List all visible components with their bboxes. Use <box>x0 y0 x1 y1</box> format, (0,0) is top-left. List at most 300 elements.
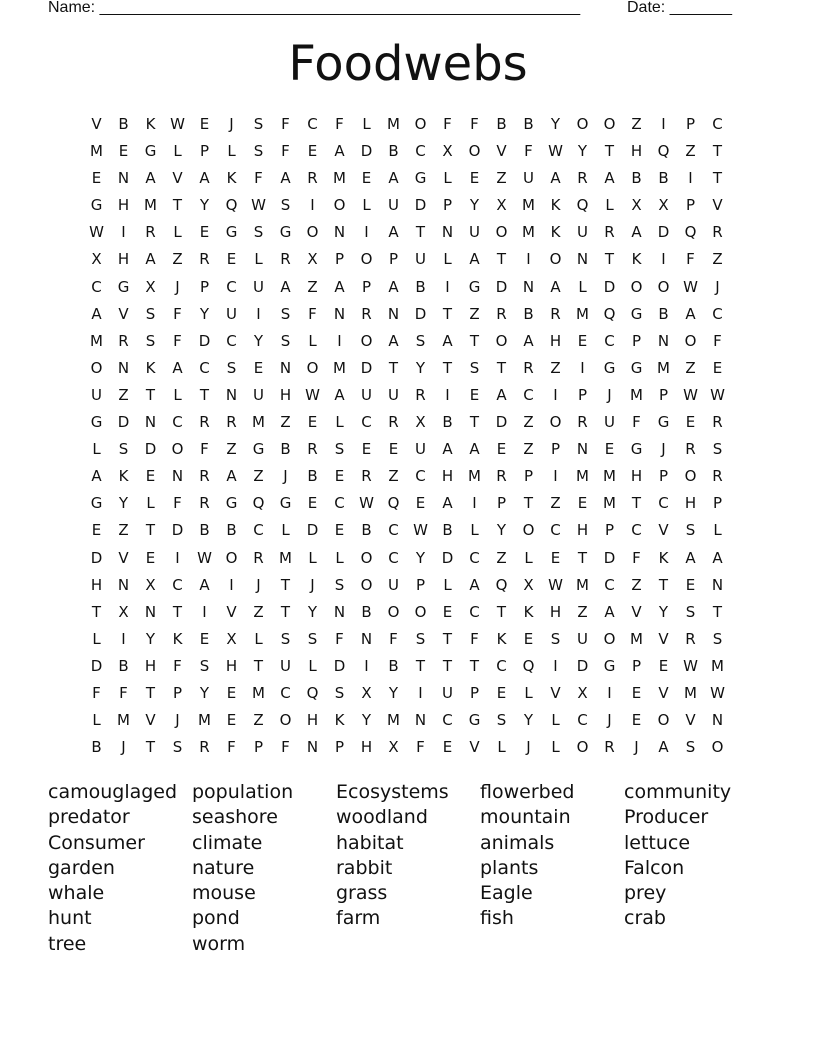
grid-letter: T <box>712 602 723 621</box>
word-bank-item: Consumer <box>48 831 145 854</box>
grid-letter: T <box>199 385 210 404</box>
grid-letter: S <box>199 656 210 675</box>
grid-letter: K <box>172 629 183 648</box>
grid-letter: V <box>118 304 129 323</box>
grid-letter: T <box>496 250 507 269</box>
grid-letter: U <box>253 385 264 404</box>
grid-letter: O <box>279 711 292 730</box>
grid-letter: P <box>199 142 210 161</box>
grid-letter: N <box>144 602 157 621</box>
grid-letter: M <box>333 358 346 377</box>
grid-letter: A <box>334 385 345 404</box>
grid-letter: J <box>526 738 531 757</box>
grid-letter: T <box>145 683 156 702</box>
grid-letter: Y <box>253 331 264 350</box>
grid-letter: L <box>362 196 371 215</box>
word-bank-item: predator <box>48 806 130 829</box>
grid-letter: G <box>90 413 103 432</box>
grid-letter: M <box>387 711 400 730</box>
grid-letter: R <box>604 738 615 757</box>
grid-letter: A <box>496 385 507 404</box>
grid-letter: B <box>442 413 453 432</box>
grid-letter: O <box>360 331 373 350</box>
grid-letter: K <box>496 629 507 648</box>
grid-letter: T <box>91 602 102 621</box>
grid-letter: N <box>441 223 454 242</box>
grid-letter: R <box>388 413 399 432</box>
grid-letter: A <box>685 304 696 323</box>
grid-letter: C <box>91 277 102 296</box>
grid-letter: Y <box>199 683 210 702</box>
grid-letter: K <box>658 548 669 567</box>
word-bank <box>48 780 768 957</box>
grid-letter: V <box>496 142 507 161</box>
grid-letter: C <box>361 413 372 432</box>
grid-letter: R <box>307 169 318 188</box>
grid-letter: D <box>603 548 616 567</box>
word-bank-item: rabbit <box>336 856 393 879</box>
grid-letter: T <box>280 602 291 621</box>
word-bank-item: seashore <box>192 806 278 829</box>
grid-letter: N <box>657 331 670 350</box>
grid-letter: M <box>603 494 616 513</box>
grid-letter: N <box>333 223 346 242</box>
grid-letter: T <box>172 196 183 215</box>
grid-letter: B <box>415 277 426 296</box>
grid-letter: O <box>576 738 589 757</box>
grid-letter: L <box>308 331 317 350</box>
grid-letter: O <box>225 548 238 567</box>
grid-letter: P <box>253 738 264 757</box>
grid-letter: Z <box>712 250 723 269</box>
grid-letter: O <box>306 223 319 242</box>
grid-letter: G <box>630 358 643 377</box>
grid-letter: F <box>524 142 533 161</box>
grid-letter: T <box>280 575 291 594</box>
grid-letter: E <box>253 358 264 377</box>
grid-letter: E <box>334 467 345 486</box>
grid-letter: E <box>577 494 588 513</box>
grid-letter: K <box>550 223 561 242</box>
grid-letter: H <box>306 711 319 730</box>
grid-letter: C <box>631 521 642 540</box>
grid-letter: N <box>576 250 589 269</box>
grid-letter: Z <box>685 142 696 161</box>
grid-letter: U <box>91 385 102 404</box>
grid-letter: E <box>226 711 237 730</box>
grid-letter: A <box>199 575 210 594</box>
grid-letter: M <box>711 656 724 675</box>
grid-letter: T <box>415 656 426 675</box>
grid-letter: L <box>92 629 101 648</box>
grid-letter: E <box>199 223 210 242</box>
grid-letter: L <box>173 223 182 242</box>
grid-letter: E <box>469 385 480 404</box>
grid-letter: K <box>550 196 561 215</box>
grid-letter: T <box>577 548 588 567</box>
grid-letter: Z <box>631 115 642 133</box>
grid-letter: U <box>415 440 426 459</box>
grid-letter: M <box>684 683 697 702</box>
grid-letter: Y <box>658 602 669 621</box>
grid-letter: S <box>334 575 345 594</box>
grid-letter: O <box>657 711 670 730</box>
grid-letter: O <box>468 142 481 161</box>
grid-letter: G <box>603 358 616 377</box>
grid-letter: Y <box>388 683 399 702</box>
grid-letter: W <box>251 196 266 215</box>
grid-letter: N <box>414 711 427 730</box>
grid-letter: L <box>470 521 479 540</box>
grid-letter: B <box>658 169 669 188</box>
grid-letter: U <box>226 304 237 323</box>
grid-letter: F <box>281 115 290 133</box>
grid-letter: C <box>199 358 210 377</box>
grid-letter: E <box>361 169 372 188</box>
grid-letter: H <box>684 494 697 513</box>
grid-letter: M <box>630 629 643 648</box>
grid-letter: V <box>658 683 669 702</box>
grid-letter: C <box>172 575 183 594</box>
grid-letter: Y <box>577 142 588 161</box>
grid-letter: E <box>685 575 696 594</box>
grid-letter: J <box>607 711 612 730</box>
grid-letter: A <box>91 304 102 323</box>
word-bank-item: worm <box>192 932 246 955</box>
grid-letter: P <box>496 494 507 513</box>
grid-letter: E <box>577 331 588 350</box>
grid-letter: A <box>226 467 237 486</box>
grid-letter: Z <box>631 575 642 594</box>
grid-letter: E <box>91 169 102 188</box>
grid-letter: Q <box>252 494 265 513</box>
grid-letter: G <box>225 494 238 513</box>
grid-letter: G <box>468 277 481 296</box>
grid-letter: A <box>550 169 561 188</box>
grid-letter: W <box>710 385 725 404</box>
page-title: Foodwebs <box>288 36 528 92</box>
grid-letter: I <box>121 223 126 242</box>
grid-letter: E <box>388 440 399 459</box>
grid-letter: F <box>713 331 722 350</box>
grid-letter: Z <box>523 413 534 432</box>
grid-letter: X <box>658 196 669 215</box>
grid-letter: X <box>226 629 237 648</box>
grid-letter: O <box>630 277 643 296</box>
grid-letter: R <box>712 223 723 242</box>
grid-letter: W <box>359 494 374 513</box>
word-bank-item: nature <box>192 856 255 879</box>
grid-letter: K <box>523 602 534 621</box>
grid-letter: P <box>361 277 372 296</box>
grid-letter: Q <box>306 683 319 702</box>
grid-letter: I <box>256 304 261 323</box>
grid-letter: O <box>684 467 697 486</box>
grid-letter: V <box>631 602 642 621</box>
grid-letter: U <box>577 629 588 648</box>
grid-letter: B <box>442 521 453 540</box>
word-bank-item: climate <box>192 831 263 854</box>
grid-letter: E <box>685 413 696 432</box>
grid-letter: A <box>604 169 615 188</box>
grid-letter: W <box>683 385 698 404</box>
grid-letter: R <box>550 304 561 323</box>
grid-letter: S <box>415 331 426 350</box>
grid-letter: H <box>117 196 130 215</box>
grid-letter: J <box>634 738 639 757</box>
grid-letter: C <box>469 548 480 567</box>
grid-letter: U <box>253 277 264 296</box>
grid-letter: G <box>90 196 103 215</box>
grid-letter: E <box>523 629 534 648</box>
grid-letter: M <box>387 115 400 133</box>
grid-letter: M <box>90 331 103 350</box>
grid-letter: P <box>685 115 696 133</box>
grid-letter: T <box>415 223 426 242</box>
grid-letter: E <box>199 115 210 133</box>
grid-letter: Y <box>469 196 480 215</box>
grid-letter: H <box>144 656 157 675</box>
grid-letter: Q <box>495 575 508 594</box>
grid-letter: R <box>253 548 264 567</box>
grid-letter: I <box>661 115 666 133</box>
grid-letter: T <box>253 656 264 675</box>
grid-letter: D <box>90 548 103 567</box>
grid-letter: A <box>523 331 534 350</box>
grid-letter: F <box>119 683 128 702</box>
grid-letter: X <box>307 250 318 269</box>
grid-letter: Z <box>388 467 399 486</box>
grid-letter: E <box>199 629 210 648</box>
grid-letter: H <box>90 575 103 594</box>
grid-letter: F <box>632 548 641 567</box>
grid-letter: W <box>683 656 698 675</box>
grid-letter: M <box>333 169 346 188</box>
grid-letter: V <box>658 521 669 540</box>
grid-letter: H <box>225 656 238 675</box>
grid-letter: I <box>121 629 126 648</box>
grid-letter: D <box>306 521 319 540</box>
grid-letter: N <box>117 169 130 188</box>
grid-letter: R <box>577 413 588 432</box>
grid-letter: Y <box>145 629 156 648</box>
grid-letter: C <box>253 521 264 540</box>
grid-letter: P <box>523 467 534 486</box>
grid-letter: F <box>227 738 236 757</box>
grid-letter: A <box>388 223 399 242</box>
grid-letter: T <box>496 602 507 621</box>
grid-letter: N <box>387 304 400 323</box>
grid-letter: O <box>549 250 562 269</box>
word-bank-item: garden <box>48 856 115 879</box>
grid-letter: C <box>496 656 507 675</box>
grid-letter: L <box>713 521 722 540</box>
grid-letter: V <box>91 115 102 133</box>
grid-letter: B <box>361 602 372 621</box>
grid-letter: R <box>145 223 156 242</box>
grid-letter: J <box>607 385 612 404</box>
grid-letter: E <box>496 683 507 702</box>
grid-letter: A <box>469 440 480 459</box>
grid-letter: W <box>170 115 185 133</box>
grid-letter: P <box>631 656 642 675</box>
grid-letter: J <box>175 711 180 730</box>
grid-letter: I <box>580 358 585 377</box>
grid-letter: S <box>280 331 291 350</box>
word-bank-item: flowerbed <box>480 781 575 803</box>
grid-letter: T <box>469 656 480 675</box>
grid-letter: J <box>310 575 315 594</box>
grid-letter: M <box>576 304 589 323</box>
grid-letter: I <box>688 169 693 188</box>
grid-letter: A <box>199 169 210 188</box>
grid-letter: A <box>145 169 156 188</box>
grid-letter: R <box>226 413 237 432</box>
grid-letter: Y <box>523 711 534 730</box>
grid-letter: Z <box>496 548 507 567</box>
grid-letter: L <box>335 548 344 567</box>
grid-letter: T <box>442 656 453 675</box>
grid-letter: R <box>118 331 129 350</box>
grid-letter: B <box>523 115 534 133</box>
grid-letter: D <box>495 413 508 432</box>
word-bank-item: population <box>192 781 294 803</box>
grid-letter: G <box>279 223 292 242</box>
grid-letter: M <box>603 467 616 486</box>
grid-letter: H <box>549 602 562 621</box>
grid-letter: D <box>144 440 157 459</box>
grid-letter: S <box>280 196 291 215</box>
grid-letter: L <box>443 575 452 594</box>
grid-letter: V <box>658 629 669 648</box>
grid-letter: F <box>200 440 209 459</box>
grid-letter: A <box>442 494 453 513</box>
grid-letter: O <box>684 331 697 350</box>
grid-letter: Q <box>576 196 589 215</box>
grid-letter: B <box>118 115 129 133</box>
grid-letter: L <box>254 250 263 269</box>
grid-letter: X <box>91 250 102 269</box>
grid-letter: V <box>172 169 183 188</box>
name-field-label: Name: ______________________________________________________ <box>48 0 581 16</box>
grid-letter: M <box>468 467 481 486</box>
grid-letter: Y <box>550 115 561 133</box>
grid-letter: M <box>144 196 157 215</box>
grid-letter: B <box>496 115 507 133</box>
grid-letter: J <box>283 467 288 486</box>
grid-letter: I <box>229 575 234 594</box>
word-bank-item: mountain <box>480 806 571 829</box>
grid-letter: E <box>334 521 345 540</box>
grid-letter: S <box>280 304 291 323</box>
grid-letter: O <box>414 602 427 621</box>
grid-letter: X <box>496 196 507 215</box>
grid-letter: T <box>604 142 615 161</box>
grid-letter: Z <box>496 169 507 188</box>
grid-letter: W <box>89 223 104 242</box>
grid-letter: D <box>90 656 103 675</box>
grid-letter: N <box>117 575 130 594</box>
grid-letter: L <box>281 521 290 540</box>
grid-letter: D <box>360 142 373 161</box>
grid-letter: T <box>442 304 453 323</box>
grid-letter: E <box>307 413 318 432</box>
grid-letter: L <box>443 169 452 188</box>
grid-letter: P <box>199 277 210 296</box>
grid-letter: L <box>578 277 587 296</box>
grid-letter: F <box>173 656 182 675</box>
grid-letter: C <box>712 115 723 133</box>
grid-letter: X <box>631 196 642 215</box>
grid-letter: M <box>522 196 535 215</box>
grid-letter: W <box>197 548 212 567</box>
word-bank-item: hunt <box>48 907 92 930</box>
grid-letter: L <box>605 196 614 215</box>
grid-letter: O <box>306 358 319 377</box>
grid-letter: N <box>711 575 724 594</box>
grid-letter: N <box>117 358 130 377</box>
grid-letter: G <box>252 440 265 459</box>
grid-letter: T <box>442 629 453 648</box>
grid-letter: N <box>144 413 157 432</box>
grid-letter: F <box>281 738 290 757</box>
grid-letter: U <box>604 413 615 432</box>
grid-letter: C <box>604 331 615 350</box>
grid-letter: C <box>550 521 561 540</box>
grid-letter: I <box>364 656 369 675</box>
grid-letter: L <box>308 656 317 675</box>
grid-letter: T <box>496 358 507 377</box>
grid-letter: I <box>445 277 450 296</box>
grid-letter: I <box>607 683 612 702</box>
word-bank-item: woodland <box>336 806 428 829</box>
grid-letter: Q <box>603 304 616 323</box>
grid-letter: R <box>280 250 291 269</box>
grid-letter: H <box>630 467 643 486</box>
grid-letter: U <box>388 196 399 215</box>
grid-letter: I <box>661 250 666 269</box>
grid-letter: C <box>415 142 426 161</box>
grid-letter: P <box>658 385 669 404</box>
grid-letter: Z <box>469 304 480 323</box>
grid-letter: M <box>630 385 643 404</box>
grid-letter: X <box>577 683 588 702</box>
grid-letter: U <box>361 385 372 404</box>
grid-letter: T <box>469 413 480 432</box>
grid-letter: O <box>90 358 103 377</box>
grid-letter: P <box>658 467 669 486</box>
grid-letter: S <box>334 683 345 702</box>
grid-letter: Q <box>657 142 670 161</box>
grid-letter: C <box>415 467 426 486</box>
grid-letter: A <box>280 277 291 296</box>
word-bank-item: whale <box>48 882 105 905</box>
grid-letter: L <box>227 142 236 161</box>
grid-letter: D <box>171 521 184 540</box>
grid-letter: L <box>443 250 452 269</box>
word-bank-item: Falcon <box>624 856 685 879</box>
grid-letter: E <box>415 494 426 513</box>
grid-letter: X <box>145 575 156 594</box>
grid-letter: C <box>712 304 723 323</box>
grid-letter: F <box>443 115 452 133</box>
grid-letter: O <box>387 602 400 621</box>
grid-letter: M <box>657 358 670 377</box>
grid-letter: G <box>414 169 427 188</box>
grid-letter: R <box>199 494 210 513</box>
grid-letter: Z <box>307 277 318 296</box>
grid-letter: U <box>523 169 534 188</box>
